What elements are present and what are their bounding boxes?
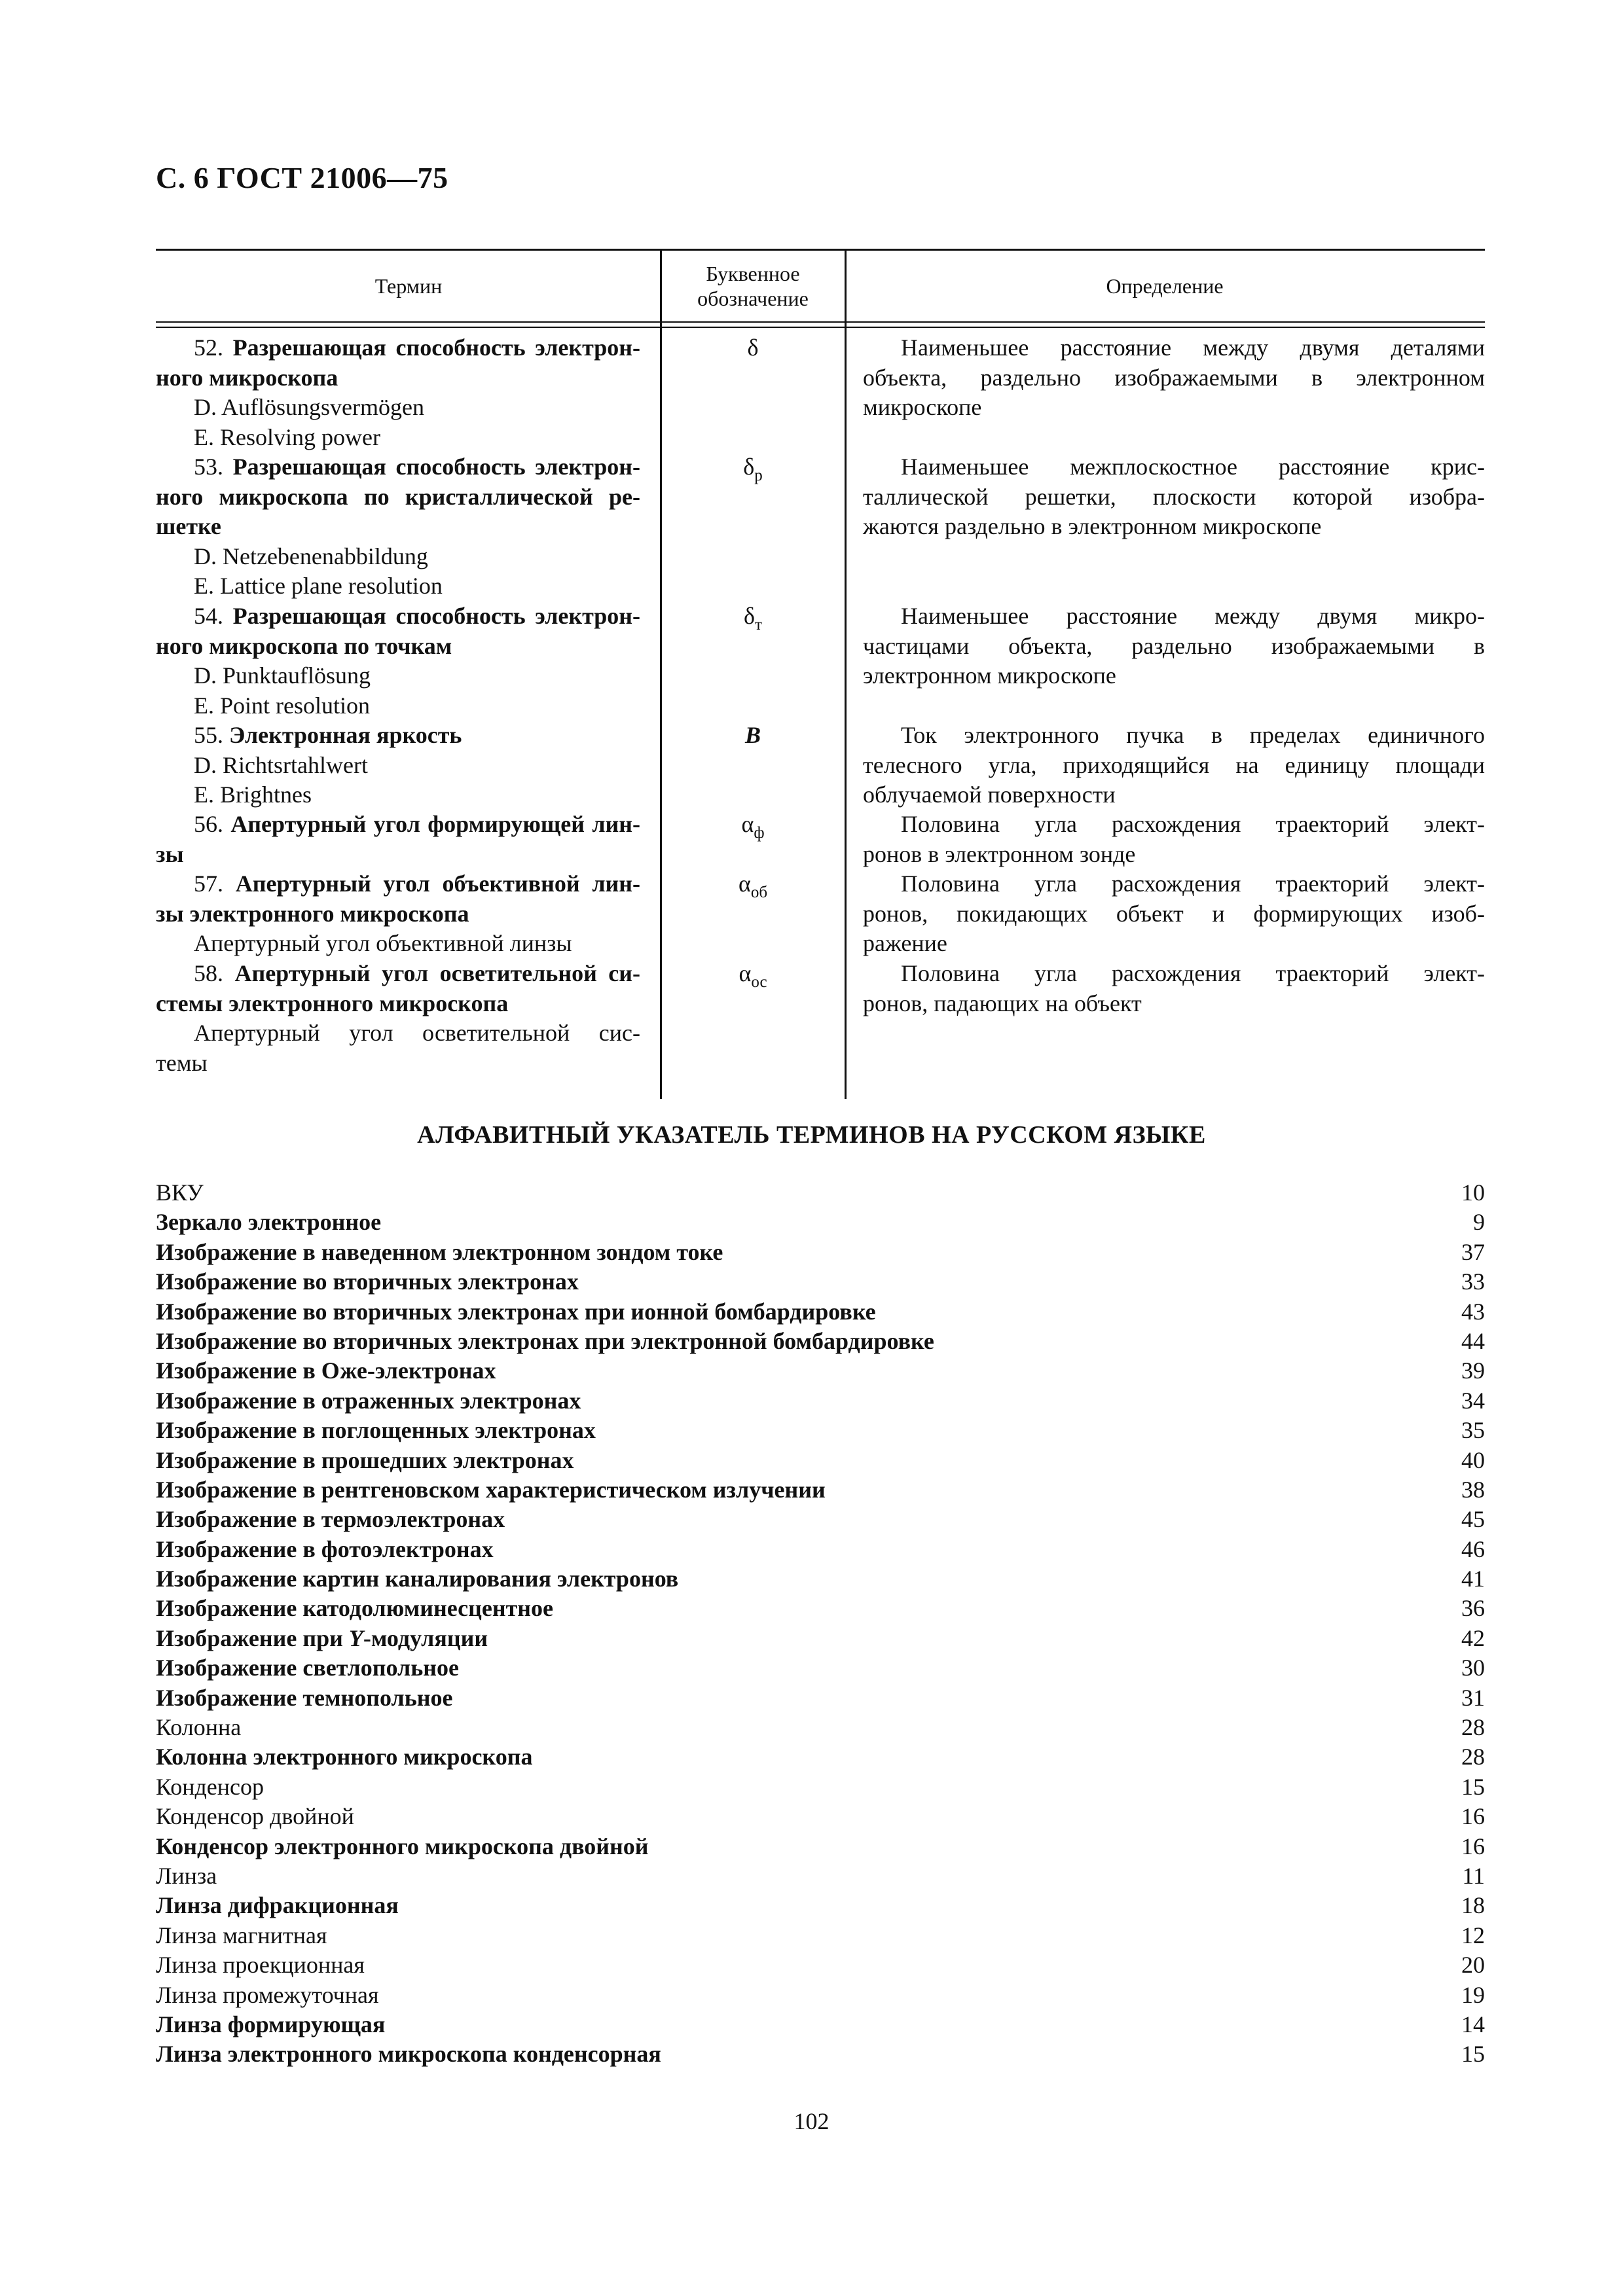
definition-cell <box>863 869 1485 959</box>
index-term-number: 37 <box>1461 1238 1485 1265</box>
symbol-letter: α <box>738 870 751 897</box>
definition-line: облучаемой поверхности <box>863 781 1116 808</box>
index-term-number: 40 <box>1461 1446 1485 1473</box>
index-term-number: 16 <box>1461 1833 1485 1859</box>
definition-line: электронном микроскопе <box>863 662 1116 689</box>
index-entry <box>156 1356 1485 1386</box>
index-term: Линза дифракционная <box>156 1892 399 1919</box>
definition-line: ронов в электронном зонде <box>863 840 1136 867</box>
term-line: E. Resolving power <box>194 423 380 450</box>
index-entry <box>156 1297 1485 1327</box>
definition-cell <box>863 601 1485 691</box>
term-line: D. Auflösungsvermögen <box>194 394 424 420</box>
index-term-number: 14 <box>1461 2011 1485 2037</box>
term-line: D. Punktauflösung <box>194 662 371 689</box>
term-cell <box>156 721 640 810</box>
index-entry <box>156 1832 1485 1861</box>
index-term: Линза электронного микроскопа конденсорная <box>156 2041 661 2068</box>
definition-line: объекта, раздельно изображаемыми в электронном <box>863 364 1485 391</box>
table-body <box>156 328 1485 1099</box>
index-entry <box>156 1178 1485 1208</box>
index-term-number: 41 <box>1461 1566 1485 1592</box>
page-header: С. 6 ГОСТ 21006—75 <box>156 161 448 194</box>
index-entry <box>156 1624 1485 1653</box>
index-entry <box>156 1861 1485 1891</box>
index-term: Изображение темнопольное <box>156 1684 453 1711</box>
term-line: Апертурный угол объективной линзы <box>194 930 572 956</box>
definition-cell <box>863 721 1485 810</box>
index-term: Колонна <box>156 1714 242 1741</box>
term-line: 53. Разрешающая способность электрон- <box>194 454 640 480</box>
index-term: Изображение в рентгеновском характеристическом излучении <box>156 1476 826 1503</box>
term-line: темы <box>156 1049 208 1076</box>
header-double-rule <box>156 321 1485 328</box>
definition-line: таллической решетки, плоскости которой изобра- <box>863 483 1485 510</box>
symbol-cell <box>661 810 845 848</box>
term-line: D. Netzebenenabbildung <box>194 543 428 569</box>
column-header-definition: Определение <box>1106 274 1224 298</box>
symbol-cell <box>661 452 845 491</box>
index-entry <box>156 1238 1485 1267</box>
definition-line: Половина угла расхождения траекторий элект- <box>901 811 1485 837</box>
term-cell <box>156 601 640 721</box>
column-header-symbol-line1: Буквенное <box>706 262 800 285</box>
definition-line: частицами объекта, раздельно изображаемыми в <box>863 632 1485 659</box>
index-term-number: 15 <box>1461 1773 1485 1800</box>
definition-line: микроскопе <box>863 394 982 420</box>
index-entry <box>156 1802 1485 1831</box>
index-entry <box>156 1386 1485 1416</box>
index-entry <box>156 1564 1485 1594</box>
index-term-number: 18 <box>1461 1892 1485 1919</box>
index-term: Конденсор электронного микроскопа двойной <box>156 1833 649 1859</box>
symbol-subscript: т <box>755 616 762 634</box>
definition-line: Наименьшее расстояние между двумя деталями <box>901 334 1485 361</box>
index-term: Изображение при Y-модуляции <box>156 1624 488 1651</box>
symbol-cell <box>661 869 845 908</box>
index-term-number: 35 <box>1461 1417 1485 1444</box>
index-term-number: 9 <box>1473 1209 1485 1236</box>
symbol-letter: δ <box>747 334 759 361</box>
term-cell <box>156 452 640 601</box>
term-line: зы электронного микроскопа <box>156 900 469 927</box>
index-term-number: 19 <box>1461 1981 1485 2008</box>
term-cell <box>156 810 640 869</box>
index-term: Изображение картин каналирования электронов <box>156 1566 679 1592</box>
index-entry <box>156 1713 1485 1742</box>
term-line: 56. Апертурный угол формирующей лин- <box>194 811 640 837</box>
term-cell <box>156 959 640 1078</box>
definition-cell <box>863 452 1485 542</box>
index-entry <box>156 1981 1485 2010</box>
term-line: 57. Апертурный угол объективной лин- <box>194 870 640 897</box>
index-term-number: 28 <box>1461 1744 1485 1770</box>
index-entry <box>156 1683 1485 1713</box>
index-term: Колонна электронного микроскопа <box>156 1744 533 1770</box>
definition-line: Ток электронного пучка в пределах единичного <box>901 722 1485 748</box>
definition-cell <box>863 959 1485 1018</box>
index-term-number: 39 <box>1461 1357 1485 1384</box>
index-term: ВКУ <box>156 1179 204 1206</box>
symbol-letter: δ <box>744 603 756 629</box>
index-entry <box>156 1505 1485 1534</box>
index-term-number: 16 <box>1461 1803 1485 1830</box>
term-index-list <box>156 1178 1485 2070</box>
index-entry <box>156 1475 1485 1505</box>
index-entry <box>156 1891 1485 1920</box>
column-header-term: Термин <box>374 274 443 298</box>
index-entry <box>156 1653 1485 1683</box>
index-term: Изображение в отраженных электронах <box>156 1387 581 1414</box>
index-term-number: 20 <box>1461 1952 1485 1979</box>
definition-line: телесного угла, приходящийся на единицу площади <box>863 751 1485 778</box>
term-line: ного микроскопа по точкам <box>156 632 452 659</box>
term-line: D. Richtsrtahlwert <box>194 751 368 778</box>
definition-cell <box>863 810 1485 869</box>
table-header-row <box>156 251 1485 321</box>
index-term-number: 36 <box>1461 1595 1485 1622</box>
index-term: Изображение в поглощенных электронах <box>156 1417 596 1444</box>
index-entry <box>156 1267 1485 1297</box>
index-entry <box>156 1921 1485 1950</box>
index-term: Линза проекционная <box>156 1952 365 1979</box>
column-header-symbol-line2: обозначение <box>697 287 809 310</box>
index-term: Изображение в прошедших электронах <box>156 1446 574 1473</box>
term-line: шетке <box>156 513 221 539</box>
definition-line: жаются раздельно в электронном микроскопе <box>863 513 1322 539</box>
index-entry <box>156 1327 1485 1356</box>
index-entry <box>156 2010 1485 2039</box>
definition-line: ронов, падающих на объект <box>863 990 1142 1016</box>
index-term-number: 10 <box>1461 1179 1485 1206</box>
index-term: Изображение в Оже-электронах <box>156 1357 496 1384</box>
index-term: Конденсор двойной <box>156 1803 354 1830</box>
index-entry <box>156 1208 1485 1237</box>
index-term-number: 28 <box>1461 1714 1485 1741</box>
index-term: Изображение в наведенном электронном зондом токе <box>156 1238 723 1265</box>
term-line: E. Brightnes <box>194 781 312 808</box>
index-term-number: 45 <box>1461 1506 1485 1533</box>
index-term: Линза формирующая <box>156 2011 386 2037</box>
index-entry <box>156 1772 1485 1802</box>
index-term: Изображение в фотоэлектронах <box>156 1535 494 1562</box>
definition-line: ражение <box>863 930 947 956</box>
symbol-subscript: р <box>754 467 763 484</box>
page-number: 102 <box>793 2108 830 2134</box>
term-line: ного микроскопа по кристаллической ре- <box>156 483 640 510</box>
index-entry <box>156 1594 1485 1623</box>
index-title: АЛФАВИТНЫЙ УКАЗАТЕЛЬ ТЕРМИНОВ НА РУССКОМ ЯЗЫКЕ <box>417 1121 1206 1149</box>
index-entry <box>156 1446 1485 1475</box>
index-term: Изображение светлопольное <box>156 1655 459 1681</box>
symbol-letter: α <box>739 960 752 986</box>
symbol-subscript: ос <box>751 973 767 991</box>
symbol-subscript: об <box>750 884 768 901</box>
index-term-number: 42 <box>1461 1624 1485 1651</box>
symbol-cell <box>661 333 845 363</box>
index-term: Линза промежуточная <box>156 1981 379 2008</box>
definition-line: Половина угла расхождения траекторий элект- <box>901 870 1485 897</box>
term-line: стемы электронного микроскопа <box>156 990 509 1016</box>
term-line: 54. Разрешающая способность электрон- <box>194 603 640 629</box>
term-line: Апертурный угол осветительной сис- <box>194 1020 640 1046</box>
term-line: E. Lattice plane resolution <box>194 573 443 599</box>
index-term-number: 12 <box>1461 1922 1485 1948</box>
index-entry <box>156 1416 1485 1445</box>
index-term: Линза магнитная <box>156 1922 327 1948</box>
definition-line: Половина угла расхождения траекторий элект- <box>901 960 1485 986</box>
column-header-symbol <box>661 251 845 321</box>
symbol-cell <box>661 721 845 751</box>
index-entry <box>156 1742 1485 1772</box>
index-term: Изображение во вторичных электронах при электронной бомбардировке <box>156 1327 934 1354</box>
index-term-number: 30 <box>1461 1655 1485 1681</box>
index-term-number: 33 <box>1461 1268 1485 1295</box>
index-term-number: 46 <box>1461 1535 1485 1562</box>
symbol-subscript: ф <box>754 824 765 842</box>
symbol-cell <box>661 601 845 640</box>
term-line: зы <box>156 840 184 867</box>
column-divider <box>845 249 847 1099</box>
term-cell <box>156 333 640 452</box>
term-line: 58. Апертурный угол осветительной си- <box>194 960 640 986</box>
term-cell <box>156 869 640 959</box>
index-term: Изображение в термоэлектронах <box>156 1506 505 1533</box>
definition-line: ронов, покидающих объект и формирующих изоб- <box>863 900 1485 927</box>
index-entry <box>156 1535 1485 1564</box>
symbol-letter: δ <box>743 454 755 480</box>
index-term-number: 38 <box>1461 1476 1485 1503</box>
index-term-number: 34 <box>1461 1387 1485 1414</box>
index-entry <box>156 2039 1485 2069</box>
symbol-letter: B <box>744 722 761 748</box>
index-term: Конденсор <box>156 1773 264 1800</box>
index-term: Линза <box>156 1862 217 1889</box>
index-term: Изображение во вторичных электронах <box>156 1268 579 1295</box>
term-line: 55. Электронная яркость <box>194 722 462 748</box>
definition-line: Наименьшее межплоскостное расстояние крис- <box>901 454 1485 480</box>
index-entry <box>156 1950 1485 1980</box>
symbol-cell <box>661 959 845 997</box>
index-term-number: 11 <box>1462 1862 1485 1889</box>
term-line: ного микроскопа <box>156 364 338 391</box>
definition-line: Наименьшее расстояние между двумя микро- <box>901 603 1485 629</box>
index-term-number: 43 <box>1461 1298 1485 1325</box>
index-term-number: 15 <box>1461 2041 1485 2068</box>
index-term-number: 31 <box>1461 1684 1485 1711</box>
symbol-letter: α <box>741 811 754 837</box>
terms-table <box>156 249 1485 1099</box>
index-term: Изображение во вторичных электронах при ионной бомбардировке <box>156 1298 876 1325</box>
index-term: Изображение катодолюминесцентное <box>156 1595 554 1622</box>
index-term: Зеркало электронное <box>156 1209 382 1236</box>
index-term-number: 44 <box>1461 1327 1485 1354</box>
definition-cell <box>863 333 1485 423</box>
term-line: E. Point resolution <box>194 692 370 719</box>
term-line: 52. Разрешающая способность электрон- <box>194 334 640 361</box>
